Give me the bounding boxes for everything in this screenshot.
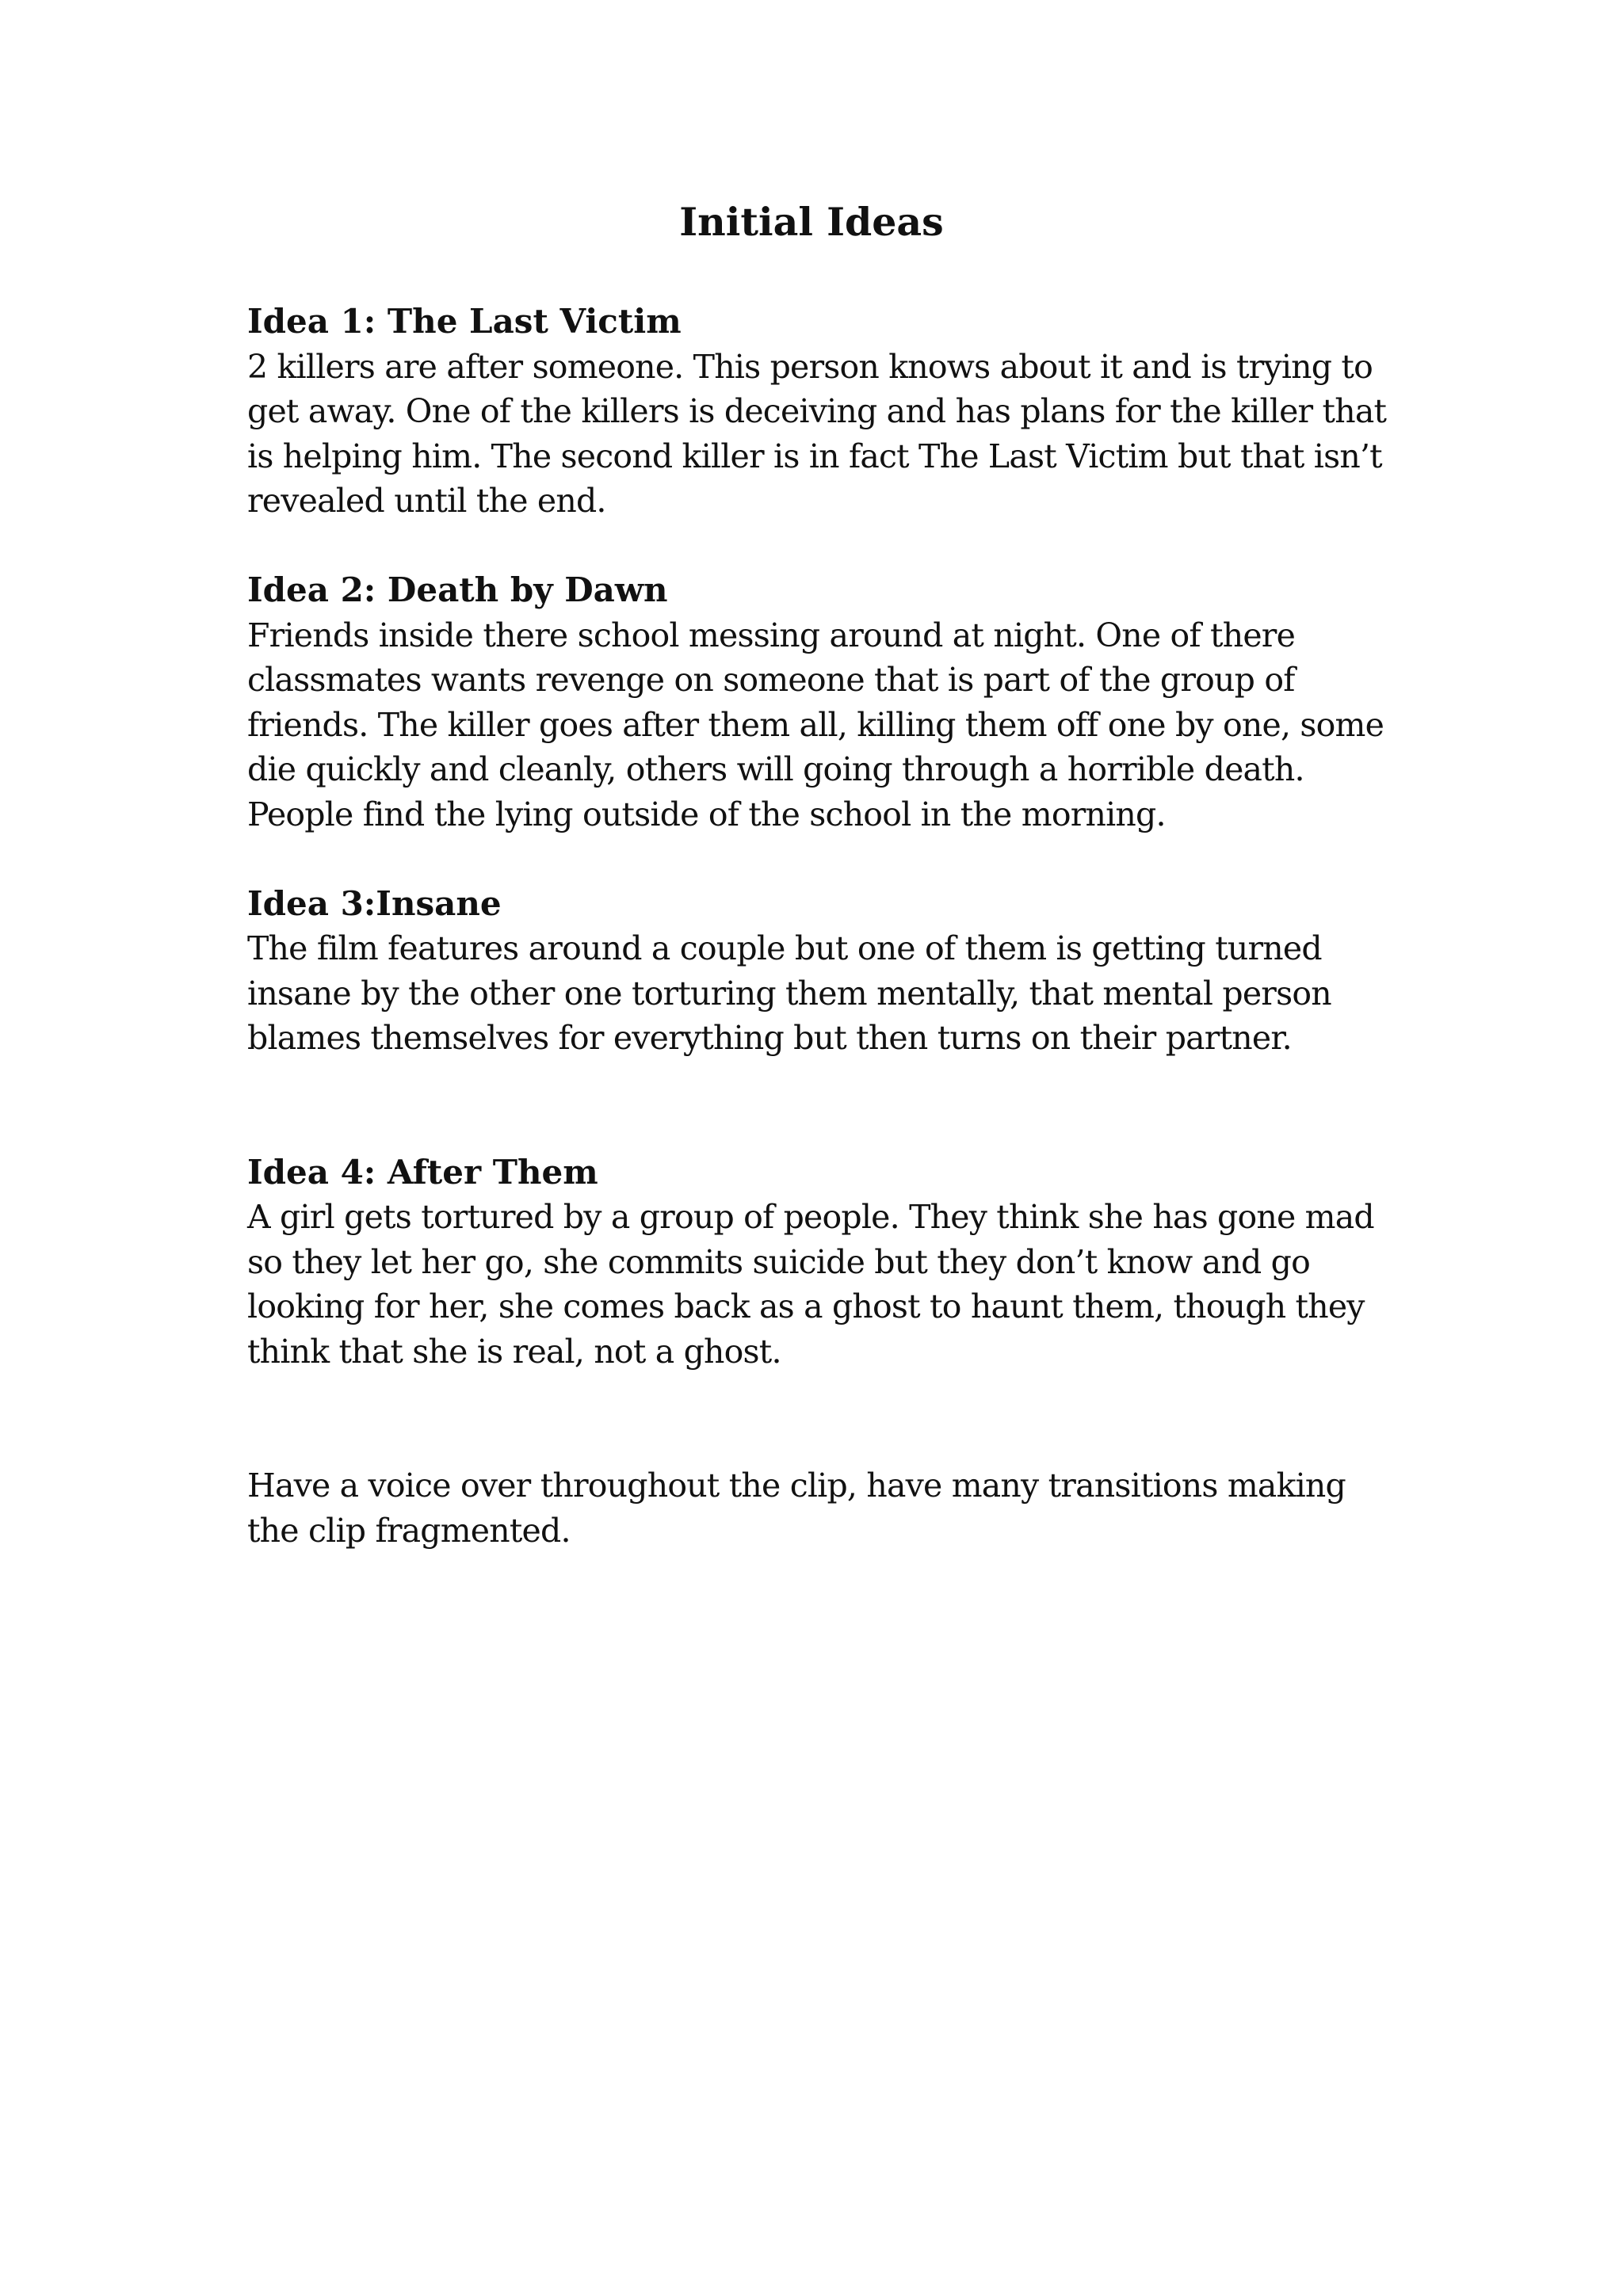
idea-2-heading: Idea 2: Death by Dawn (247, 570, 668, 609)
idea-4-heading: Idea 4: After Them (247, 1152, 598, 1192)
document-content (247, 299, 1388, 1553)
idea-2-section (247, 568, 1388, 837)
section-spacer (247, 1374, 1388, 1463)
idea-1-section (247, 299, 1388, 524)
closing-note: Have a voice over throughout the clip, have many transitions making the clip fragmented. (247, 1466, 1346, 1550)
closing-note-section (247, 1463, 1388, 1553)
section-spacer (247, 524, 1388, 569)
idea-2-body: Friends inside there school messing around at night. One of there classmates wants revenge on someone that is part of the group of friends. The killer goes after them all, killing them off one by one, some die quickly and cleanly, others will going through a horrible death. People find the lying outside of the school in the morning. (247, 616, 1384, 833)
section-spacer (247, 837, 1388, 882)
idea-1-heading: Idea 1: The Last Victim (247, 302, 682, 341)
idea-3-heading: Idea 3:Insane (247, 883, 502, 923)
idea-4-body: A girl gets tortured by a group of people. They think she has gone mad so they let her go, she commits suicide but they don’t know and go looking for her, she comes back as a ghost to haunt them, though they think that she is real, not a ghost. (247, 1198, 1374, 1371)
idea-1-body: 2 killers are after someone. This person knows about it and is trying to get away. One of the killers is deceiving and has plans for the killer that is helping him. The second killer is in fact The Last Victim but that isn’t revealed until the end. (247, 347, 1387, 520)
idea-4-section (247, 1150, 1388, 1375)
page-title: Initial Ideas (679, 199, 944, 245)
section-spacer (247, 1061, 1388, 1150)
idea-3-section (247, 882, 1388, 1061)
idea-3-body: The film features around a couple but one of them is getting turned insane by the other one torturing them mentally, that mental person blames themselves for everything but then turns on their partner. (247, 929, 1331, 1057)
